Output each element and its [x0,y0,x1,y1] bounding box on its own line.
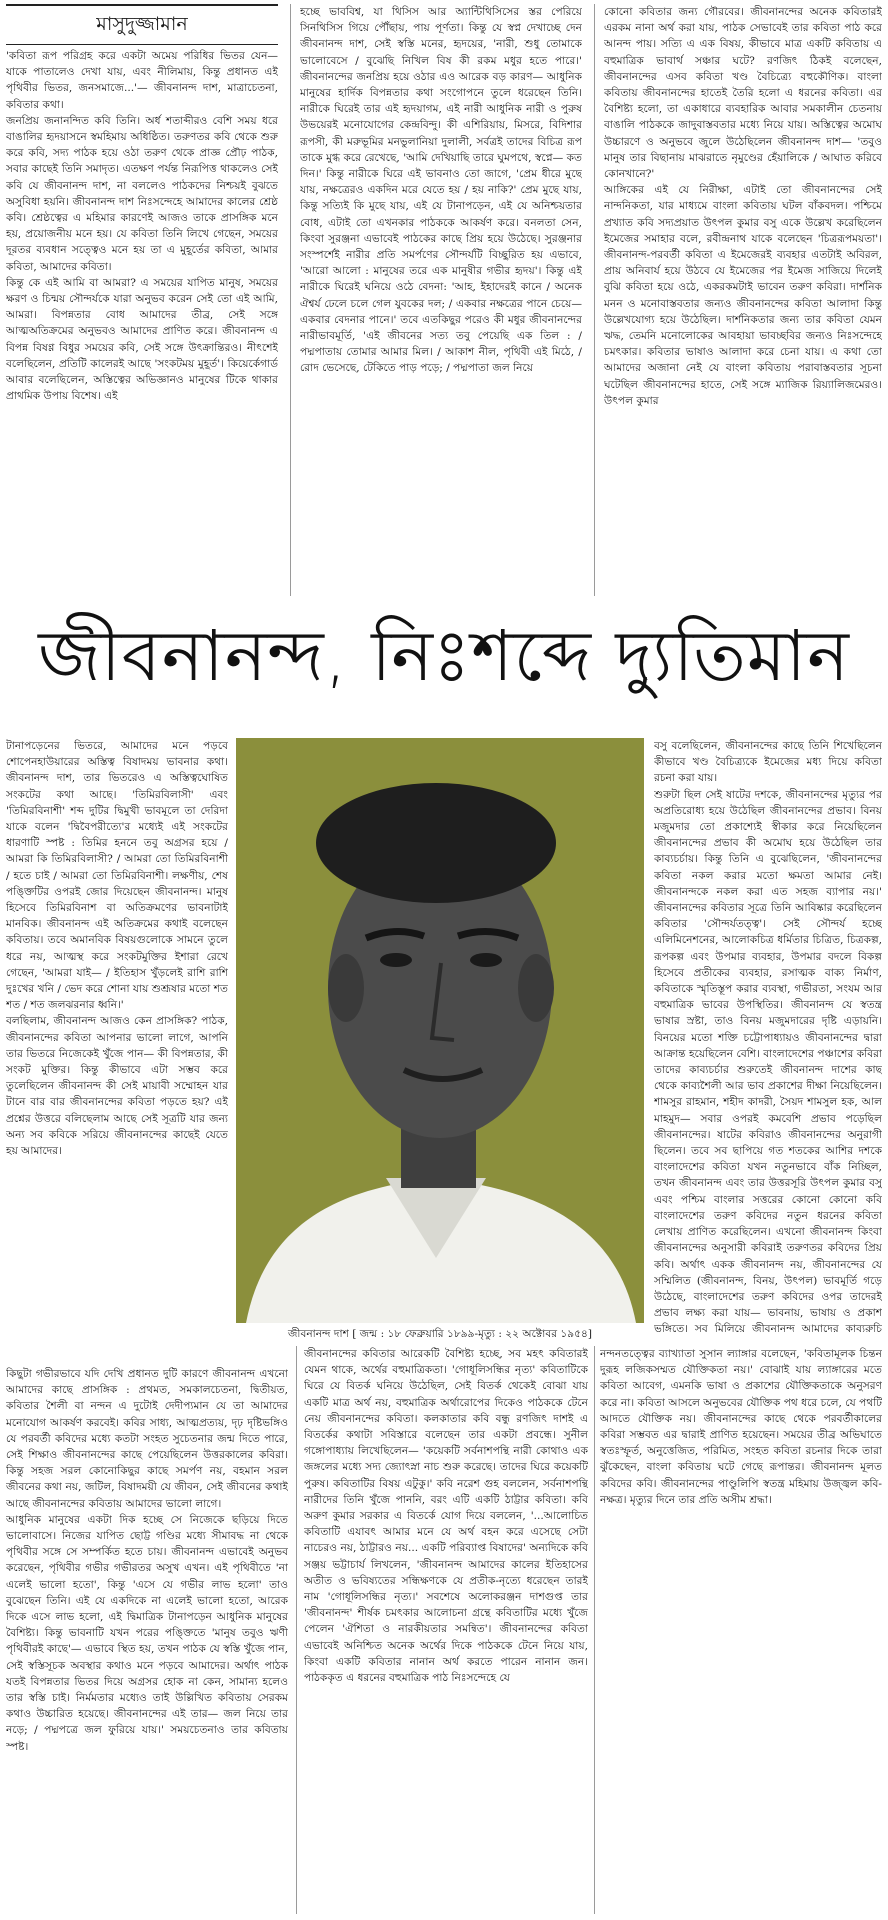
bottom-lower-middle-column [304,1346,588,1914]
column-divider [296,1346,297,1914]
photo-caption: জীবনানন্দ দাশ [ জন্ম : ১৮ ফেব্রুয়ারি ১৮৯৯-মৃত্যু : ২২ অক্টোবর ১৯৫৪] [287,1328,593,1340]
paragraph: নন্দনতত্ত্বের ব্যাখ্যাতা সুসান ল্যাঙ্গার বলেছেন, 'কবিতামূলক চিন্তন দুরূহ লজিকসম্মত যৌক্তিকতা নয়।' বোঝাই যায় ল্যাঙ্গারের মতে কবিতা আবেগ, এমনকি ভাষা ও প্রকাশের যৌক্তিকতাকে অনুসরণ করে না। কবিতা আসলে অনুভবের যৌক্তিক পথ ধরে চলে, যে পথটি আদতে যৌক্তিক নয়। জীবনানন্দের কাছে থেকে পরবর্তীকালের কবিরা সম্ভবত এর দ্বারাই প্রাণিত হয়েছেন। সময়ের তীব্র অভিঘাতে স্বতঃস্ফূর্ত, অনুত্তেজিত, পরিমিত, সংহত কবিতা রচনার দিকে তারা ঝুঁকেছেন, বাংলা কবিতায় ঘটে গেছে রূপান্তর। জীবনানন্দ মূলত কবিদের কবি। জীবনানন্দের পাণ্ডুলিপি স্বতন্ত্র মহিমায় উজ্জ্বল কবি-নক্ষত্র। মৃত্যুর দিনে তার প্রতি অসীম শ্রদ্ধা। [600,1348,882,1506]
paragraph: জনপ্রিয় জনানন্দিত কবি তিনি। অর্ধ শতাব্দীরও বেশি সময় ধরে বাঙালির হৃদয়াসনে স্বমহিমায় অধিষ্ঠিত। তরুণতর কবি থেকে শুরু করে কবি, সদ্য পাঠক হয়ে ওঠা তরুণ থেকে প্রাজ্ঞ প্রৌঢ় পাঠক, সবার কাছেই তিনি সমাদৃত। এতক্ষণ পর্যন্ত নিরূপিত্ত থাকলেও সেই কবি যে জীবনানন্দ দাশ, না বললেও পাঠকদের নিশ্চয়ই বুঝতে অসুবিধা হয়নি। জীবনানন্দ দাশ নিঃসন্দেহে আমাদের কালের শ্রেষ্ঠ কবি। শ্রেষ্ঠত্বের এ মহিমার কারণেই আজও তাকে প্রাসঙ্গিক মনে হয়, প্রয়োজনীয় মনে হয়। যে কবিতা তিনি লিখে গেছেন, সময়ের দূরতর ব্যবধান সত্ত্বেও মনে হয় তা এ মুহূর্তের কবিতা, আমার কবিতা, আমাদের কবিতা। [6,114,278,273]
portrait-photo [236,738,644,1323]
author-name: মাসুদুজ্জামান [96,13,188,35]
paragraph: আঙ্গিকের এই যে নিরীক্ষা, এটাই তো জীবনানন্দের সেই নান্দনিকতা, যার মাধ্যমে বাংলা কবিতায় ঘটল বাঁকবদল। পশ্চিমে প্রখ্যাত কবি সদ্যপ্রয়াত উৎপল কুমার বসু একে উল্লেখ করেছিলেন ইমেজের সমাহার বলে, রবীন্দ্রনাথ যাকে বলেছেন 'চিত্ররূপময়তা'। জীবনানন্দ-পরবর্তী কবিতা এ ইমেজেরই ব্যবহার এতটাই অবিরল, প্রায় অনিবার্য হয়ে উঠবে যে ইমেজের পর ইমেজ সাজিয়ে দিলেই বুঝি কবিতা হয়ে ওঠে, একরকমটাই ভাবেন তরুণ কবিরা। দার্শনিক মনন ও মনোবাস্তবতার জন্যও জীবনানন্দের কবিতা আলাদা কিন্তু উল্লেখযোগ্য হয়ে উঠেছিল। দার্শনিকতার জন্য তার কবিতা যেমন ঋদ্ধ, তেমনি মনোলোকের আবহায়া ভাবচ্ছবির জন্যও নিঃসন্দেহে চমৎকার। কবিতার ভাষাও আলাদা করে চেনা যায়। এ কথা তো আমাদের অজানা নেই যে বাংলা কবিতায় পরাবাস্তবতার সূচনা ঘটেছিল জীবনানন্দের হাতে, সেই সঙ্গে ম্যাজিক রিয়্যালিজমেরও। উৎপল কুমার [604,184,882,407]
column-divider [290,4,291,596]
bottom-right-column [654,738,882,1338]
paragraph: কিছুটা গভীরভাবে যদি দেখি প্রধানত দুটি কারণে জীবনানন্দ এখনো আমাদের কাছে প্রাসঙ্গিক : প্রথমত, সমকালচেতনা, দ্বিতীয়ত, কবিতার শৈলী বা নন্দন এ দুটোই দেদীপ্যমান যে তা আমাদের মনোযোগ আকর্ষণ করবেই। কবির সাধ্য, আত্মপ্রত্যয়, দৃঢ় দৃষ্টিভঙ্গিও যে পরবর্তী কবিদের মধ্যে কতটা সংহত সুচেতনার জন্ম দিতে পারে, সেই শিক্ষাও জীবনানন্দের কাছে পেয়েছিলেন উত্তরকালের কবিরা। কিন্তু সহজ সরল কোনোকিছুর কাছে সমর্পণ নয়, বহমান সরল জীবনের কথা নয়, জটিল, বিষাদময়ী যে জীবন, সেই জীবনের কথাই আছে জীবনানন্দের কবিতায় আমাদের ভালো লাগে। [6,1368,288,1510]
headline: জীবনানন্দ, নিঃশব্দে দ্যুতিমান [38,615,850,697]
paragraph: বসু বলেছিলেন, জীবনানন্দের কাছে তিনি শিখেছিলেন কীভাবে খণ্ড বৈচিত্র্যকে ইমেজের মধ্য দিয়ে কবিতা রচনা করা যায়। [654,740,882,785]
paragraph: 'কবিতা রূপ পরিগ্রহ করে একটা অমেয় পরিধির ভিতর যেন— যাকে পাতালেও দেখা যায়, এবং নীলিমায়, কিন্তু প্রধানত এই পৃথিবীর ভিতর, জনসমাজে...'— জীবনানন্দ দাশ, মাত্রাচেতনা, কবিতার কথা। [6,50,278,111]
paragraph: টানাপড়েনের ভিতরে, আমাদের মনে পড়বে শোপেনহাউয়ারের অস্তিত্ব বিষাদময় ভাবনার কথা। জীবনানন্দ দাশ, তার ভিতরেও এ অস্তিত্বঘোষিত সংকটের কথা আছে। 'তিমিরবিলাসী' এবং 'তিমিরবিনাশী' শব্দ দুটির দ্বিমুখী ভাবমূলে তা দেরিদা যাকে বলেন 'দ্বিবৈপরীত্যে'র মধ্যেই এই সংকটের ধারণাটি স্পষ্ট : তিমির হননে তবু অগ্রসর হয়ে / আমরা কি তিমিরবিলাসী? / আমরা তো তিমিরবিনাশী / হতে চাই / আমরা তো তিমিরবিনাশী। লক্ষণীয়, শেষ পঙ্ক্তিটির ওপরই জোর দিয়েছেন জীবনানন্দ। মানুষ হিসেবে তিমিরবিনাশ বা অতিক্রমণের ভাবনাটাই মানবিক। জীবনানন্দ এই অতিক্রমের কথাই বলেছেন কবিতায়। তবে অমানবিক বিষয়গুলোকে সামনে তুলে ধরে নয়, আত্মস্থ করে সংকটমুক্তির ইশারা রেখে গেছেন, 'আমরা যাই— / ইতিহাস খুঁড়লেই রাশি রাশি দুঃখের খনি / ভেদ করে শোনা যায় শুশ্রূষার মতো শত শত / শত জলঝরনার ধ্বনি।' [6,740,228,1012]
portrait-illustration [236,738,644,1323]
bottom-lower-left-column [6,1366,288,1914]
paragraph: আধুনিক মানুষের একটা দিক হচ্ছে সে নিজেকে ছড়িয়ে দিতে ভালোবাসে। নিজের যাপিত ছোট্ট গণ্ডির মধ্যে সীমাবদ্ধ না থেকে পৃথিবীর সঙ্গে সে সম্পর্কিত হতে চায়। জীবনানন্দ এভাবেই অনুভব করেছেন, পৃথিবীর গভীর গভীরতর অসুখ এখন। এই পৃথিবীতে 'না এলেই ভালো হতো', কিন্তু 'এসে যে গভীর লাভ হলো' তাও বুঝেছেন তিনি। এই যে একদিকে না এলেই ভালো হতো, আরেক দিকে এসে লাভ হলো, এই দ্বিমাত্রিক টানাপড়েন আধুনিক মানুষের বৈশিষ্ট্য। কিন্তু ভাবনাটি যখন পরের পঙ্ক্তিতে 'মানুষ তবুও ঋণী পৃথিবীরই কাছে'— এভাবে স্থিত হয়, তখন পাঠক যে স্বস্তি খুঁজে পান, সেই স্বস্তিসূচক অবস্থার কথাও মনে পড়বে আমাদের। অর্থাৎ পাঠক যতই বিপন্নতার ভিতর দিয়ে অগ্রসর হোক না কেন, সামান্য হলেও তার স্বস্তি চাই। নির্মমতার মধ্যেও তাই উল্লিখিত কবিতায় সেরকম কথাও উচ্চারিত হয়েছে। জীবনানন্দের এই তার— জল নিয়ে তার নড়ে; / পদ্মপত্রে জল ফুরিয়ে যায়।' সময়চেতনাও তার কবিতায় স্পষ্ট। [6,1513,288,1753]
paragraph: হচ্ছে ভাববিশ্ব, যা থিসিস আর অ্যান্টিথিসিসের স্তর পেরিয়ে সিনথিসিস গিয়ে পৌঁছায়, পায় পূর্ণতা। কিন্তু যে স্বপ্ন দেখাচ্ছে দেন জীবনানন্দ দাশ, সেই স্বস্তি মনের, হৃদয়ের, 'নারী, শুধু তোমাকে ভালোবেসে / বুঝেছি নিখিল বিষ কী রকম মধুর হতে পারে।' জীবনানন্দের জনপ্রিয় হয়ে ওঠার এও আরেক বড় কারণ— আধুনিক মানুষের হার্দিক বিপন্নতার কথা সংগোপনে তুলে ধরেছেন তিনি। নারীকে ঘিরেই তার এই হৃদয়াগম, এই নারী আধুনিক নারী ও পুরুষ উভয়েরই মনোযোগের কেন্দ্রবিন্দু। কী এশিরিয়ায়, মিসরে, বিদিশার রূপসী, কী মরুভূমির মনভুলানিয়া দুলালী, সর্বত্রই তাদের বিচিত্র রূপ তাকে মুগ্ধ করে রেখেছে, 'আমি দেখিয়াছি তারে ঘুমপথে, স্বপ্নে— কত দিন।' কিন্তু নারীকে ঘিরে এই ভাবনাও তো জাগে, 'প্রেম ধীরে মুছে যায়, নক্ষত্রেরও একদিন মরে যেতে হয় / হয় নাকি?' প্রেম মুছে যায়, কিন্তু সত্যিই কি মুছে যায়, এই যে টানাপড়েন, এই যে অনিশ্চয়তার বোধ, এটাই তো এখনকার পাঠককে আকর্ষণ করে। বনলতা সেন, কিংবা সুরঞ্জনা এভাবেই পাঠকের কাছে প্রিয় হয়ে উঠেছে। সুরঞ্জনার সংস্পর্শেই নারীর প্রতি সমর্পণের সৌন্দর্যটি বিচ্ছুরিত হয় এভাবে, 'আরো আলো : মানুষের তরে এক মানুষীর গভীর হৃদয়'। কিন্তু এই নারীকে ঘিরেই ঘনিয়ে ওঠে বেদনা: 'আহ, ইহাদেরই কানে / অনেক ঐশ্বর্য ঢেলে চলে গেল যুবকের দল; / একবার নক্ষত্রের পানে চেয়ে— একবার বেদনার পানে।' তবে এতকিছুর পরেও কী মধুর জীবনানন্দের নারীভাবমূর্তি, 'এই জীবনের সত্য তবু পেয়েছি এক তিল : / পদ্মপাতায় তোমার আমার মিল। / আকাশ নীল, পৃথিবী এই মিঠে, / রোদ ভেসেছে, টেকিতে পাড় পড়ে; / পদ্মপাতা জল নিয়ে [300,6,582,375]
top-middle-column [300,4,582,596]
paragraph: জীবনানন্দের কবিতার আরেকটি বৈশিষ্ট্য হচ্ছে, সব মহৎ কবিতারই যেমন থাকে, অর্থের বহুমাত্রিকতা। 'গোধূলিসন্ধির নৃত্য' কবিতাটিকে ঘিরে যে বিতর্ক ঘনিয়ে উঠেছিল, সেই বিতর্ক থেকেই বোঝা যায় একটি মাত্র অর্থ নয়, বহুমাত্রিক অর্থারোপের দিকেও পাঠককে টেনে নেয় জীবনানন্দের কবিতা। কলকাতার কবি বন্ধু রণজিৎ দাশই এ বিতর্কের কথাটা সবিস্তারে বলেছেন তার একটা প্রবন্ধে। সুনীল গঙ্গোপাধ্যায় লিখেছিলেন— 'কয়েকটি সর্বনাশপন্থি নারী কোথাও এক জঙ্গলের মধ্যে সদ্য জ্যোৎস্না নাচ শুরু করেছে। তাদের ঘিরে কয়েকটি পুরুষ। কবিতাটির বিষয় এটুকু।' কবি নরেশ গুহ বললেন, সর্বনাশপন্থি নারীদের তিনি খুঁজে পাননি, বরং এটি একটি ঠাট্টার কবিতা। কবি অরুণ কুমার সরকার এ বিতর্কে যোগ দিয়ে বললেন, '...আলোচিত কবিতাটি এযাবৎ আমার মনে যে অর্থ বহন করে এসেছে সেটা নাচেরও নয়, ঠাট্টারও নয়... একটি পরিব্যাপ্ত বিষাদের' অন্যদিকে কবি সঞ্জয় ভট্টাচার্য লিখলেন, 'জীবনানন্দ আমাদের কালের ইতিহাসের অতীত ও ভবিষ্যতের সন্ধিক্ষণকে যে প্রতীক-নৃত্যে ধরেছেন তারই নাম 'গোধূলিসন্ধির নৃত্য।' সবশেষে অলোকরঞ্জন দাশগুপ্ত তার 'জীবনানন্দ' শীর্ষক চমৎকার আলোচনা গ্রন্থে কবিতাটির মধ্যে খুঁজে পেলেন 'ঐশিতা ও নারকীয়তার সমন্বিত'। জীবনানন্দের কবিতা এভাবেই অনিশ্চিত অনেক অর্থের দিকে পাঠককে টেনে নিয়ে যায়, কিংবা একটি কবিতার নানান অর্থ করতে পারেন নানান জন। পাঠককৃত এ ধরনের বহুমাত্রিক পাঠ নিঃসন্দেহে যে [304,1348,588,1685]
paragraph: বলছিলাম, জীবনানন্দ আজও কেন প্রাসঙ্গিক? পাঠক, জীবনানন্দের কবিতা আপনার ভালো লাগে, আপনি তার ভিতরে নিজেকেই খুঁজে পান— কী বিপন্নতার, কী সংকট মুক্তির। কিন্তু কীভাবে এটা সম্ভব করে তুলেছিলেন জীবনানন্দ কী সেই মায়াবী সম্মোহন যার টানে বার বার জীবনানন্দের কবিতা পড়তে হয়? এই প্রশ্নের উত্তরে বলিছেলাম আছে সেই সূত্রটি যার জন্য অন্য সব কবিকে সরিয়ে জীবনানন্দের কাছেই যেতে হয় আমাদের। [6,1015,228,1158]
byline-box [6,4,278,45]
column-divider [594,4,595,596]
bottom-left-column [6,738,228,1360]
paragraph: কিন্তু কে এই আমি বা আমরা? এ সময়ের যাপিত মানুষ, সময়ের ক্ষরণ ও চিন্ময় সৌন্দর্যকে যারা অনুভব করেন সেই তো এই আমি, আমরা। বিপন্নতার বোধ আমাদের তীব্র, সেই সঙ্গে আত্মঅতিক্রমের অনুভবও আমাদের প্রাণিত করে। জীবনানন্দ এ বিপন্ন বিষণ্ণ বিধুর সময়ের কবি, সেই সঙ্গে উৎক্রান্তিরও। নীৎশেই বলেছিলেন, প্রতিটি কালেরই আছে 'সংকটময় মুহূর্ত'। কিয়ের্কেগার্ড আবার বলেছিলেন, অস্তিত্বের অভিজ্ঞানও মানুষের টিকে থাকার প্রাথমিক উপায় বিশেষ। এই [6,276,278,403]
bottom-right-lower-column [600,1346,882,1914]
paragraph: কোনো কবিতার জন্য গৌরবের। জীবনানন্দের অনেক কবিতারই এরকম নানা অর্থ করা যায়, পাঠক সেভাবেই তার কবিতা পাঠ করে আনন্দ পায়। সত্যি এ এক বিষয়, কীভাবে মাত্র একটি কবিতায় এ বহুমাত্রিক ভাবার্থ সঞ্চার ঘটে? রণজিৎ ঠিকই বলেছেন, জীবনানন্দের এসব কবিতা খণ্ড বৈচিত্র্যে বহুকৌণিক। বাংলা কবিতায় জীবনানন্দের হাতেই তৈরি হলো এ ধরনের কবিতা। এর বৈশিষ্ট্য হলো, তা একাধারে ব্যবহারিক আবার সমকালীন চেতনায় বাঙালি পাঠককে জাদুবাস্তবতার মধ্যে নিয়ে যায়। অস্তিত্বের অমোঘ উচ্চারণে ও অনুভবে জুলে উঠেছিলেন জীবনানন্দ দাশ— 'তবুও মানুষ তার বিছানায় মাঝরাতে নৃমুণ্ডের হেঁয়ালিকে / আঘাত করিবে কোনখানে?' [604,6,882,181]
column-divider [594,1346,595,1914]
paragraph: শুরুটা ছিল সেই ষাটের দশকে, জীবনানন্দের মৃত্যুর পর অপ্রতিরোধ্য হয়ে উঠেছিল জীবনানন্দের প্রভাব। বিনয় মজুমদার তো প্রকাশ্যেই স্বীকার করে নিয়েছিলেন জীবনানন্দের প্রভাব কী অমোঘ হয়ে উঠেছিল তার কাব্যচর্চায়। কিন্তু তিনি এ বুঝেছিলেন, 'জীবনানন্দের কবিতা নকল করার মতো ক্ষমতা আমার নেই। জীবনানন্দকে নকল করা এত সহজ ব্যাপার নয়।' জীবনানন্দের কবিতার সূত্রে তিনি আবিষ্কার করেছিলেন কবিতার 'সৌন্দর্যতত্ত্ব'। সেই সৌন্দর্য হচ্ছে এলিমিনেশনের, আলোকচিত্র ধর্মিতার চিত্রিত, চিত্রকল্প, রূপকল্প এবং উপমার ব্যবহার, উপমার বদলে বিকল্প হিসেবে প্রতীকের ব্যবহার, রসাত্মক বাক্য নির্মাণ, কবিতাকে স্মৃতিস্তূপ করার ব্যবস্থা, গভীরতা, সংযম আর বহুমাত্রিক ভাবের উপস্থিতির। জীবনানন্দ যে স্বতন্ত্র ভাষার স্রষ্টা, তাও বিনয় মজুমদারের দৃষ্টি এড়ায়নি। বিনয়ের মতো শক্তি চট্টোপাধ্যায়ও জীবনানন্দের দ্বারা আক্রান্ত হয়েছিলেন বেশি। বাংলাদেশের পঞ্চাশের কবিরা তাদের কাব্যচর্চার শুরুতেই জীবনানন্দ দাশের কাছ থেকে কাব্যশৈলী আর ভাব প্রকাশের দীক্ষা নিয়েছিলেন। শামসুর রাহমান, শহীদ কাদরী, সৈয়দ শামসুল হক, আল মাহমুদ— সবার ওপরই কমবেশি প্রভাব পড়েছিল জীবনানন্দের। ষাটের কবিরাও জীবনানন্দের অনুরাগী ছিলেন। তবে সব ছাপিয়ে গত শতকের আশির দশকে বাংলাদেশের কবিতা যখন নতুনভাবে বাঁক নিচ্ছিল, তখন জীবনানন্দ এবং তার উত্তরসূরি উৎপল কুমার বসু এবং পশ্চিম বাংলার সত্তরের কোনো কোনো কবি বাংলাদেশের তরুণ কবিদের নতুন ধরনের কবিতা লেখায় প্রাণিত করেছিলেন। এখনো জীবনানন্দ কিংবা জীবনানন্দের অনুসারী কবিরাই তরুণতর কবিদের প্রিয় কবি। অর্থাৎ একক জীবনানন্দ নয়, জীবনানন্দের যে সম্মিলিত (জীবনানন্দ, বিনয়, উৎপল) ভাবমূর্তি গড়ে উঠেছে, বাংলাদেশের তরুণ কবিদের ওপর তাদেরই প্রভাব লক্ষ্য করা যায়— ভাবনায়, ভাষায় ও প্রকাশ ভঙ্গিতে। সব মিলিয়ে জীবনানন্দ আমাদের কাব্যরুচি [654,788,882,1336]
top-right-column [604,4,882,596]
top-left-column [6,48,278,596]
